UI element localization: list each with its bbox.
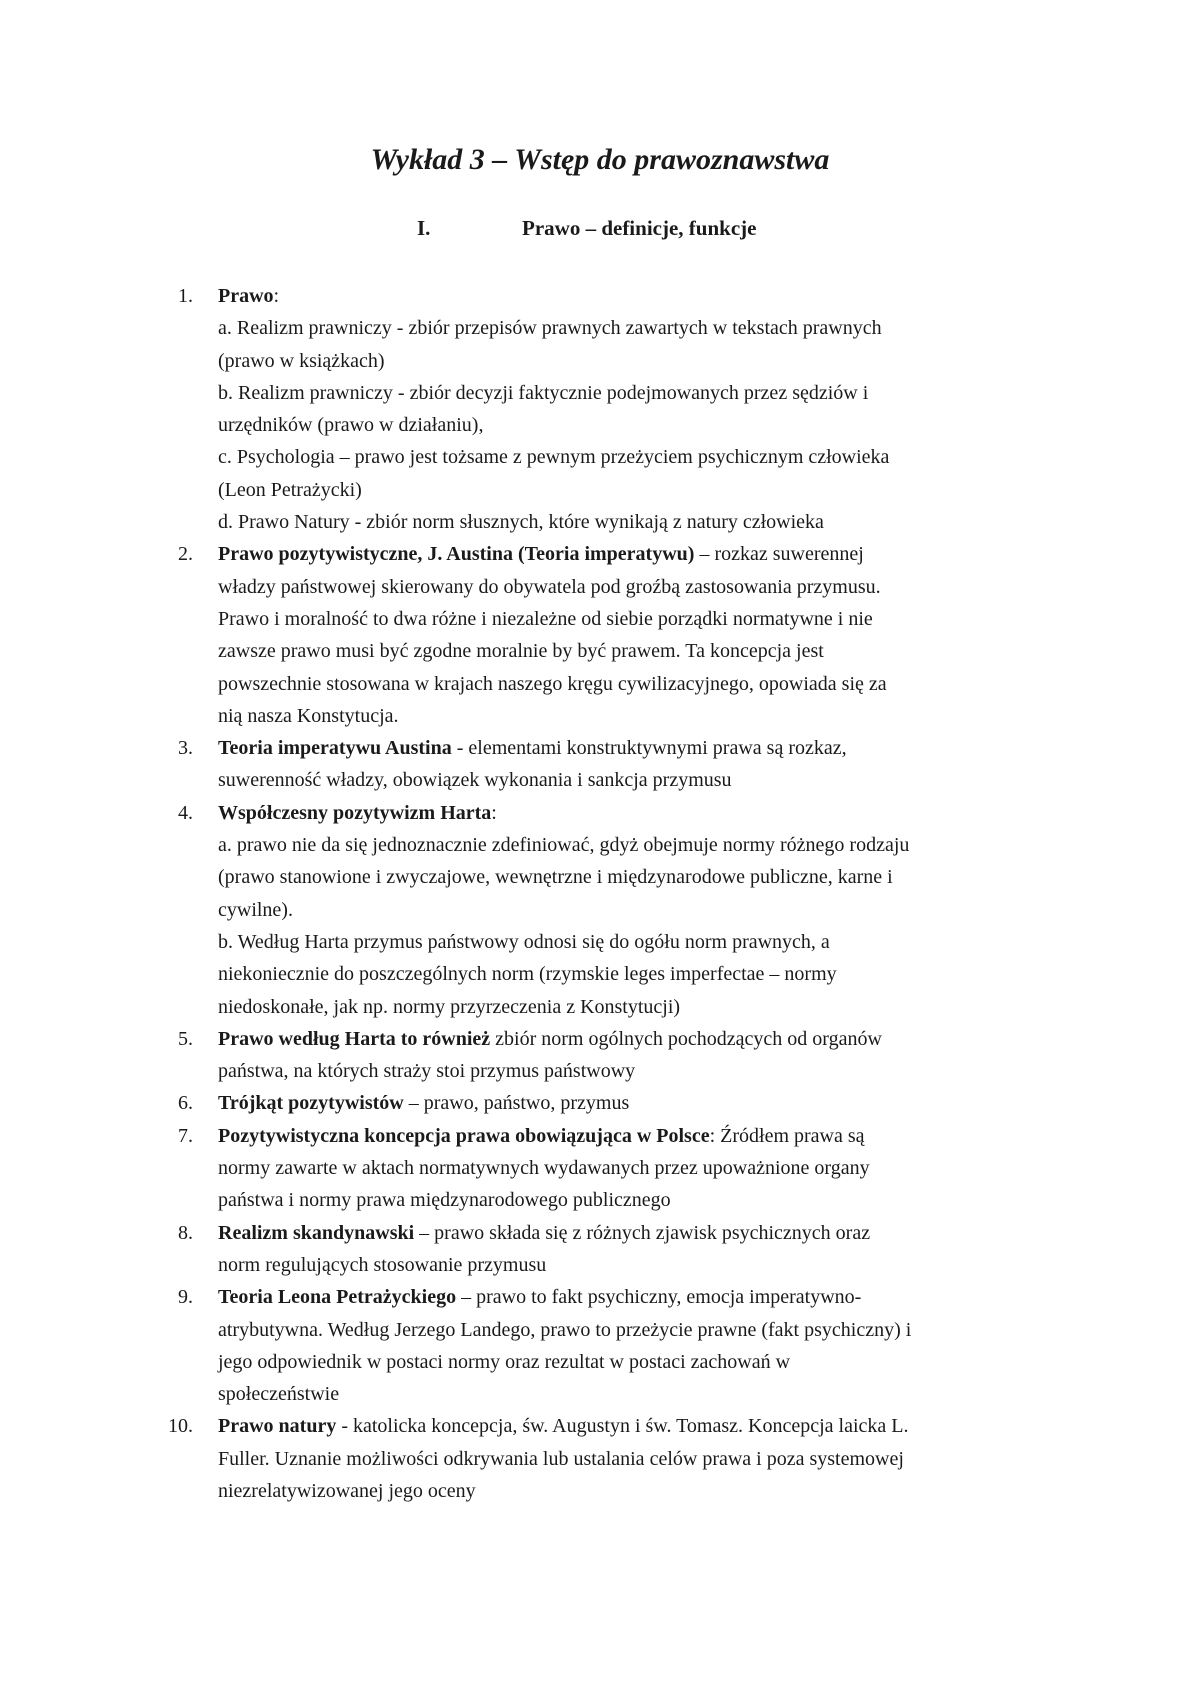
list-item-line: [218, 1443, 1068, 1475]
list-item-number: 10.: [168, 1415, 193, 1438]
line-text: norm regulujących stosowanie przymusu: [218, 1253, 547, 1276]
line-text: atrybutywna. Według Jerzego Landego, prawo to przeżycie prawne (fakt psychiczny) i: [218, 1318, 912, 1341]
line-text: :: [491, 801, 497, 824]
list-item-line: [218, 1314, 1068, 1346]
line-text: – rozkaz suwerennej: [694, 543, 864, 566]
line-text: (prawo stanowione i zwyczajowe, wewnętrzne i międzynarodowe publiczne, karne i: [218, 866, 893, 889]
list-item-number: 9.: [178, 1286, 193, 1309]
list-item: [0, 538, 1068, 732]
line-text: władzy państwowej skierowany do obywatela pod groźbą zastosowania przymusu.: [218, 575, 881, 598]
list-item-number: 1.: [178, 285, 193, 307]
list-item-line: [218, 732, 1068, 764]
line-text: b. Realizm prawniczy - zbiór decyzji faktycznie podejmowanych przez sędziów i: [218, 381, 869, 404]
list-item-line: [218, 1087, 1068, 1119]
line-text: – prawo to fakt psychiczny, emocja imperatywno-: [456, 1286, 862, 1309]
list-item-line: [218, 1184, 1068, 1216]
list-item-number: 4.: [178, 801, 193, 824]
list-item-line: [218, 538, 1068, 570]
numbered-list: [0, 280, 1200, 1507]
line-text: urzędników (prawo w działaniu),: [218, 414, 484, 437]
line-text: (prawo w książkach): [218, 349, 385, 372]
list-item-line: [218, 1055, 1068, 1087]
line-text: d. Prawo Natury - zbiór norm słusznych, które wynikają z natury człowieka: [218, 511, 824, 534]
list-item-line: [218, 1120, 1068, 1152]
line-text: Prawo i moralność to dwa różne i niezależne od siebie porządki normatywne i nie: [218, 607, 873, 630]
document-title: Wykład 3 – Wstęp do prawoznawstwa: [370, 143, 830, 176]
list-item-line: [218, 1152, 1068, 1184]
bold-term: Teoria Leona Petrażyckiego: [218, 1286, 457, 1309]
line-text: Fuller. Uznanie możliwości odkrywania lub ustalania celów prawa i poza systemowej: [218, 1447, 904, 1470]
line-text: nią nasza Konstytucja.: [218, 704, 399, 727]
bold-term: Prawo według Harta to również: [218, 1027, 491, 1050]
list-item-line: [218, 345, 1068, 377]
list-item-line: [218, 603, 1068, 635]
bold-term: Teoria imperatywu Austina: [218, 737, 452, 760]
list-item-number: 3.: [178, 737, 193, 760]
line-text: zbiór norm ogólnych pochodzących od organów: [490, 1027, 882, 1050]
list-item-line: [218, 991, 1068, 1023]
line-text: społeczeństwie: [218, 1383, 340, 1406]
line-text: – prawo, państwo, przymus: [403, 1092, 630, 1115]
list-item-line: [218, 377, 1068, 409]
line-text: : Źródłem prawa są: [709, 1124, 865, 1147]
list-item-line: [218, 829, 1068, 861]
line-text: (Leon Petrażycki): [218, 478, 362, 501]
line-text: :: [273, 285, 280, 307]
list-item-line: [218, 312, 1068, 344]
list-item-line: [218, 958, 1068, 990]
list-item-line: [218, 700, 1068, 732]
list-item-line: [218, 1217, 1068, 1249]
list-item-line: [218, 797, 1068, 829]
line-text: cywilne).: [218, 898, 293, 921]
section-numeral: I.: [417, 216, 431, 240]
bold-term: Prawo pozytywistyczne, J. Austina (Teoria imperatywu): [218, 543, 695, 566]
list-item-number: 5.: [178, 1027, 193, 1050]
line-text: - elementami konstruktywnymi prawa są rozkaz,: [451, 737, 847, 760]
line-text: b. Według Harta przymus państwowy odnosi się do ogółu norm prawnych, a: [218, 930, 830, 953]
bold-term: Pozytywistyczna koncepcja prawa obowiązująca w Polsce: [218, 1124, 710, 1147]
list-item: [0, 280, 1068, 538]
line-text: zawsze prawo musi być zgodne moralnie by być prawem. Ta koncepcja jest: [218, 640, 824, 663]
list-item: [0, 1087, 1068, 1119]
bold-term: Prawo natury: [218, 1415, 337, 1438]
list-item-number: 2.: [178, 543, 193, 566]
bold-term: Realizm skandynawski: [218, 1221, 415, 1244]
list-item-line: [218, 1249, 1068, 1281]
list-item-line: [218, 474, 1068, 506]
list-item-line: [218, 1378, 1068, 1410]
list-item: [0, 797, 1068, 1023]
line-text: niezrelatywizowanej jego oceny: [218, 1479, 476, 1502]
line-text: a. Realizm prawniczy - zbiór przepisów prawnych zawartych w tekstach prawnych: [218, 317, 882, 340]
bold-term: Prawo: [218, 285, 274, 307]
list-item: [0, 1217, 1068, 1282]
list-item-line: [218, 1023, 1068, 1055]
list-item-line: [218, 894, 1068, 926]
list-item-number: 8.: [178, 1221, 193, 1244]
line-text: powszechnie stosowana w krajach naszego kręgu cywilizacyjnego, opowiada się za: [218, 672, 887, 695]
section-heading: [0, 213, 1200, 243]
list-item-number: 6.: [178, 1092, 193, 1115]
list-item-line: [218, 1410, 1068, 1442]
list-item-line: [218, 926, 1068, 958]
list-item: [0, 1410, 1068, 1507]
line-text: - katolicka koncepcja, św. Augustyn i św. Tomasz. Koncepcja laicka L.: [336, 1415, 909, 1438]
line-text: – prawo składa się z różnych zjawisk psychicznych oraz: [414, 1221, 871, 1244]
line-text: jego odpowiednik w postaci normy oraz rezultat w postaci zachowań w: [218, 1350, 791, 1373]
line-text: a. prawo nie da się jednoznacznie zdefiniować, gdyż obejmuje normy różnego rodzaju: [218, 834, 910, 857]
list-item-line: [218, 280, 1068, 312]
list-item: [0, 1281, 1068, 1410]
list-item: [0, 732, 1068, 797]
list-item-line: [218, 571, 1068, 603]
list-item-number: 7.: [178, 1124, 193, 1147]
list-item: [0, 1023, 1068, 1088]
list-item: [0, 1120, 1068, 1217]
list-item-line: [218, 1475, 1068, 1507]
list-item-line: [218, 668, 1068, 700]
list-item-line: [218, 506, 1068, 538]
line-text: c. Psychologia – prawo jest tożsame z pewnym przeżyciem psychicznym człowieka: [218, 446, 890, 469]
line-text: niedoskonałe, jak np. normy przyrzeczenia z Konstytucji): [218, 995, 681, 1018]
line-text: państwa i normy prawa międzynarodowego publicznego: [218, 1189, 671, 1212]
list-item-line: [218, 764, 1068, 796]
list-item-line: [218, 1281, 1068, 1313]
line-text: niekoniecznie do poszczególnych norm (rzymskie leges imperfectae – normy: [218, 963, 837, 986]
line-text: państwa, na których straży stoi przymus państwowy: [218, 1060, 636, 1083]
bold-term: Współczesny pozytywizm Harta: [218, 801, 492, 824]
section-heading-text: Prawo – definicje, funkcje: [522, 216, 757, 240]
list-item-line: [218, 441, 1068, 473]
list-item-line: [218, 635, 1068, 667]
line-text: suwerenność władzy, obowiązek wykonania i sankcja przymusu: [218, 769, 732, 792]
bold-term: Trójkąt pozytywistów: [218, 1092, 404, 1115]
list-item-line: [218, 1346, 1068, 1378]
line-text: normy zawarte w aktach normatywnych wydawanych przez upoważnione organy: [218, 1157, 870, 1180]
list-item-line: [218, 409, 1068, 441]
list-item-line: [218, 861, 1068, 893]
